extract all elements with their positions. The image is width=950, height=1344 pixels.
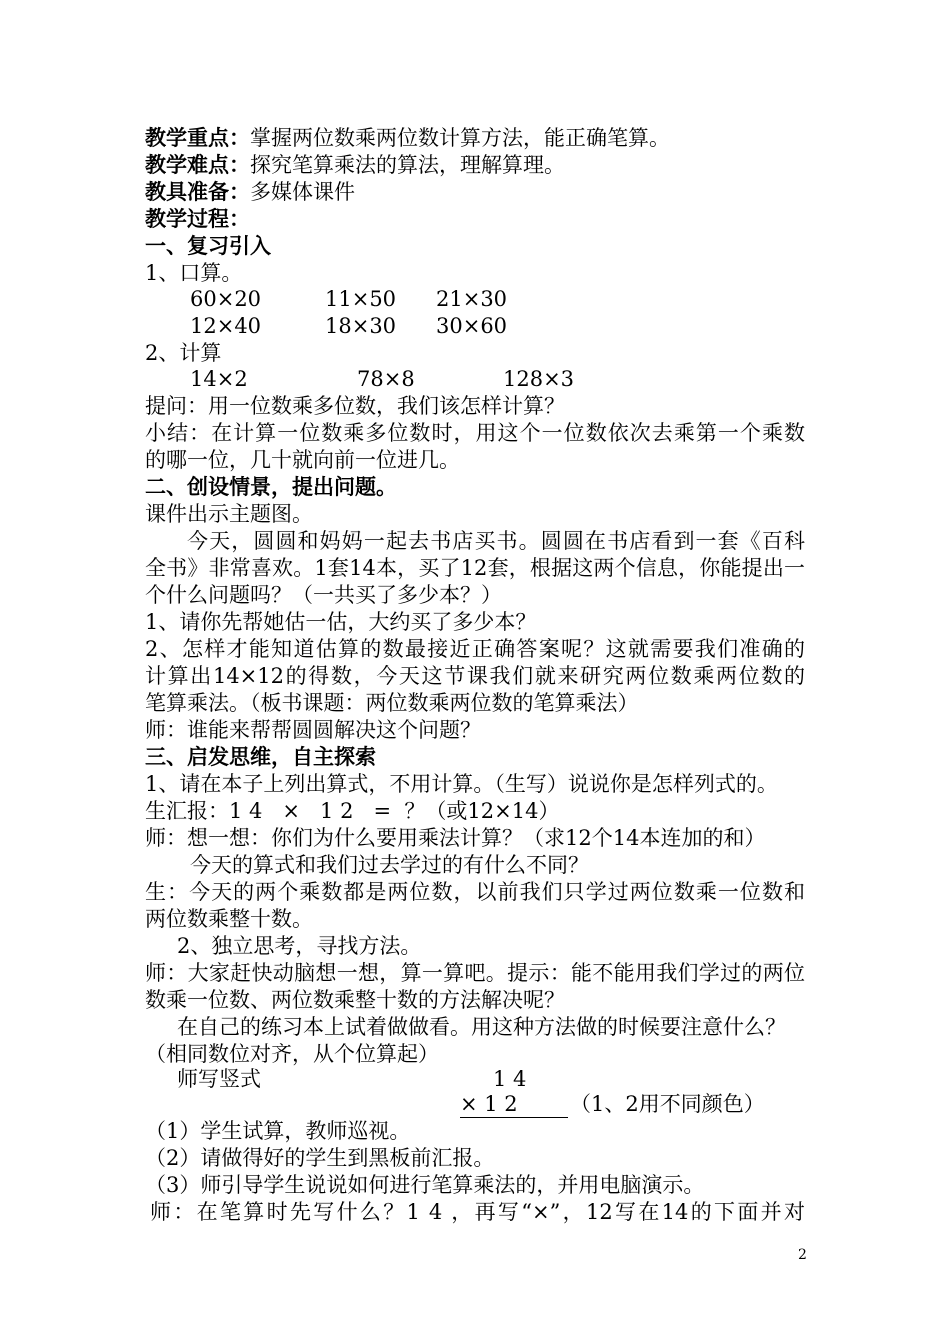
story-line: 今天，圆圆和妈妈一起去书店买书。圆圆在书店看到一套《百科 [187, 529, 805, 553]
text-line: 师写竖式 [177, 1067, 261, 1091]
text-line: 师：大家赶快动脑想一想，算一算吧。提示：能不能用我们学过的两位 [145, 961, 805, 985]
oral-cell: 60×20 [190, 287, 262, 311]
text-line: （2）请做得好的学生到黑板前汇报。 [145, 1146, 495, 1170]
difficulty-label: 教学难点： [145, 152, 250, 177]
text-line: 师：谁能来帮帮圆圆解决这个问题？ [145, 718, 481, 742]
text-line: 课件出示主题图。 [145, 502, 313, 526]
oral-title: 1、口算。 [145, 261, 243, 285]
process-line [145, 206, 250, 232]
oral-cell: 11×50 [325, 287, 397, 311]
text-line: 今天的算式和我们过去学过的有什么不同？ [190, 853, 589, 877]
text-line: 师：想一想：你们为什么要用乘法计算？（求12个14本连加的和） [145, 826, 766, 850]
process-label: 教学过程： [145, 206, 250, 231]
calc-item: 14×2 [190, 367, 248, 391]
oral-cell: 30×60 [436, 314, 508, 338]
key-point-label: 教学重点： [145, 125, 250, 150]
summary-line: 小结：在计算一位数乘多位数时，用这个一位数依次去乘第一个乘数 [145, 421, 805, 445]
materials-label: 教具准备： [145, 179, 250, 204]
section-heading-3: 三、启发思维，自主探索 [145, 744, 376, 769]
text-line: （3）师引导学生说说如何进行笔算乘法的，并用电脑演示。 [145, 1173, 705, 1197]
story-line: 个什么问题吗？（一共买了多少本？） [145, 583, 502, 607]
section-heading-1: 一、复习引入 [145, 233, 271, 258]
page-number: 2 [798, 1247, 807, 1263]
oral-cell: 21×30 [436, 287, 508, 311]
question-line: 提问：用一位数乘多位数，我们该怎样计算？ [145, 394, 565, 418]
vertical-top: 1 4 [493, 1067, 527, 1091]
text-line: 数乘一位数、两位数乘整十数的方法解决呢？ [145, 988, 565, 1012]
summary-line: 的哪一位，几十就向前一位进几。 [145, 448, 460, 472]
text-line: 2、独立思考，寻找方法。 [177, 934, 422, 958]
section-heading-2: 二、创设情景，提出问题。 [145, 474, 397, 499]
key-point-line [145, 125, 670, 151]
text-line: 生汇报：1 4 × 1 2 = ？（或12×14） [145, 799, 560, 823]
oral-cell: 18×30 [325, 314, 397, 338]
story-line: 全书》非常喜欢。1套14本，买了12套，根据这两个信息，你能提出一 [145, 556, 805, 580]
text-line: 生：今天的两个乘数都是两位数，以前我们只学过两位数乘一位数和 [145, 880, 805, 904]
vertical-bottom: × 1 2 [460, 1091, 568, 1118]
text-line: 两位数乘整十数。 [145, 907, 313, 931]
text-line: 1、请你先帮她估一估，大约买了多少本？ [145, 610, 537, 634]
difficulty-line [145, 152, 565, 178]
text-line: 计算出14×12的得数，今天这节课我们就来研究两位数乘两位数的 [145, 664, 805, 688]
text-line: 1、请在本子上列出算式，不用计算。（生写）说说你是怎样列式的。 [145, 772, 778, 796]
text-line: （1）学生试算，教师巡视。 [145, 1119, 411, 1143]
vertical-note: （1、2用不同颜色） [570, 1092, 765, 1116]
calc-item: 78×8 [357, 367, 415, 391]
calc-item: 128×3 [503, 367, 575, 391]
text-line: 2、怎样才能知道估算的数最接近正确答案呢？这就需要我们准确的 [145, 637, 805, 661]
text-line: 在自己的练习本上试着做做看。用这种方法做的时候要注意什么？ [177, 1015, 786, 1039]
key-point-text: 掌握两位数乘两位数计算方法，能正确笔算。 [250, 126, 670, 150]
text-line: 师：在笔算时先写什么？1 4 ，再写“×”，12写在14的下面并对 [150, 1200, 805, 1224]
materials-line [145, 179, 355, 205]
difficulty-text: 探究笔算乘法的算法，理解算理。 [250, 153, 565, 177]
text-line: 笔算乘法。（板书课题：两位数乘两位数的笔算乘法） [145, 691, 639, 715]
calc-title: 2、计算 [145, 341, 222, 365]
text-line: （相同数位对齐，从个位算起） [145, 1042, 439, 1066]
oral-cell: 12×40 [190, 314, 262, 338]
materials-text: 多媒体课件 [250, 180, 355, 204]
